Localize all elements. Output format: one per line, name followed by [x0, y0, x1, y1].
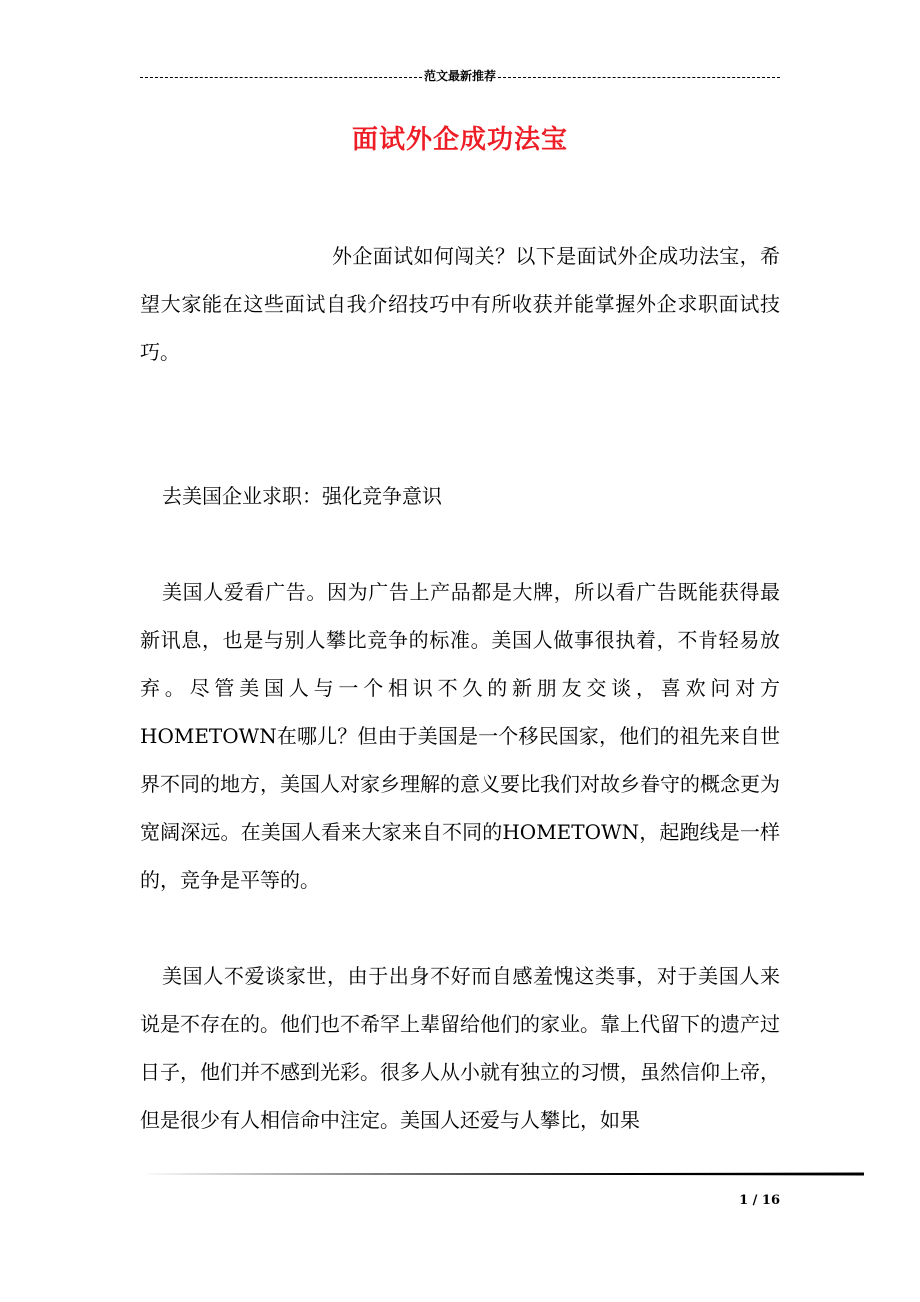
document-body [140, 232, 780, 1144]
page-header [140, 68, 780, 84]
intro-paragraph: 外企面试如何闯关？以下是面试外企成功法宝，希望大家能在这些面试自我介绍技巧中有所收获并能掌握外企求职面试技巧。 [140, 244, 780, 364]
body-paragraph-2: 美国人不爱谈家世，由于出身不好而自感羞愧这类事，对于美国人来说是不存在的。他们也不希罕上辈留给他们的家业。靠上代留下的遗产过日子，他们并不感到光彩。很多人从小就有独立的习惯，虽然信仰上帝，但是很少有人相信命中注定。美国人还爱与人攀比，如果 [140, 964, 780, 1132]
header-dash-left [140, 77, 422, 78]
footer-rule [140, 1172, 864, 1176]
spacer [140, 376, 780, 472]
header-dash-right [498, 77, 780, 78]
section-heading: 去美国企业求职：强化竞争意识 [162, 484, 442, 508]
spacer [140, 520, 780, 568]
page-number: 1 / 16 [739, 1193, 780, 1208]
spacer [140, 904, 780, 952]
header-label: 范文最新推荐 [424, 69, 497, 83]
body-paragraph-1: 美国人爱看广告。因为广告上产品都是大牌，所以看广告既能获得最新讯息，也是与别人攀比竞争的标准。美国人做事很执着，不肯轻易放弃。尽管美国人与一个相识不久的新朋友交谈，喜欢问对方HOMETOWN在哪儿？但由于美国是一个移民国家，他们的祖先来自世界不同的地方，美国人对家乡理解的意义要比我们对故乡眷守的概念更为宽阔深远。在美国人看来大家来自不同的HOMETOWN，起跑线是一样的，竞争是平等的。 [140, 580, 780, 892]
document-title: 面试外企成功法宝 [351, 125, 568, 155]
